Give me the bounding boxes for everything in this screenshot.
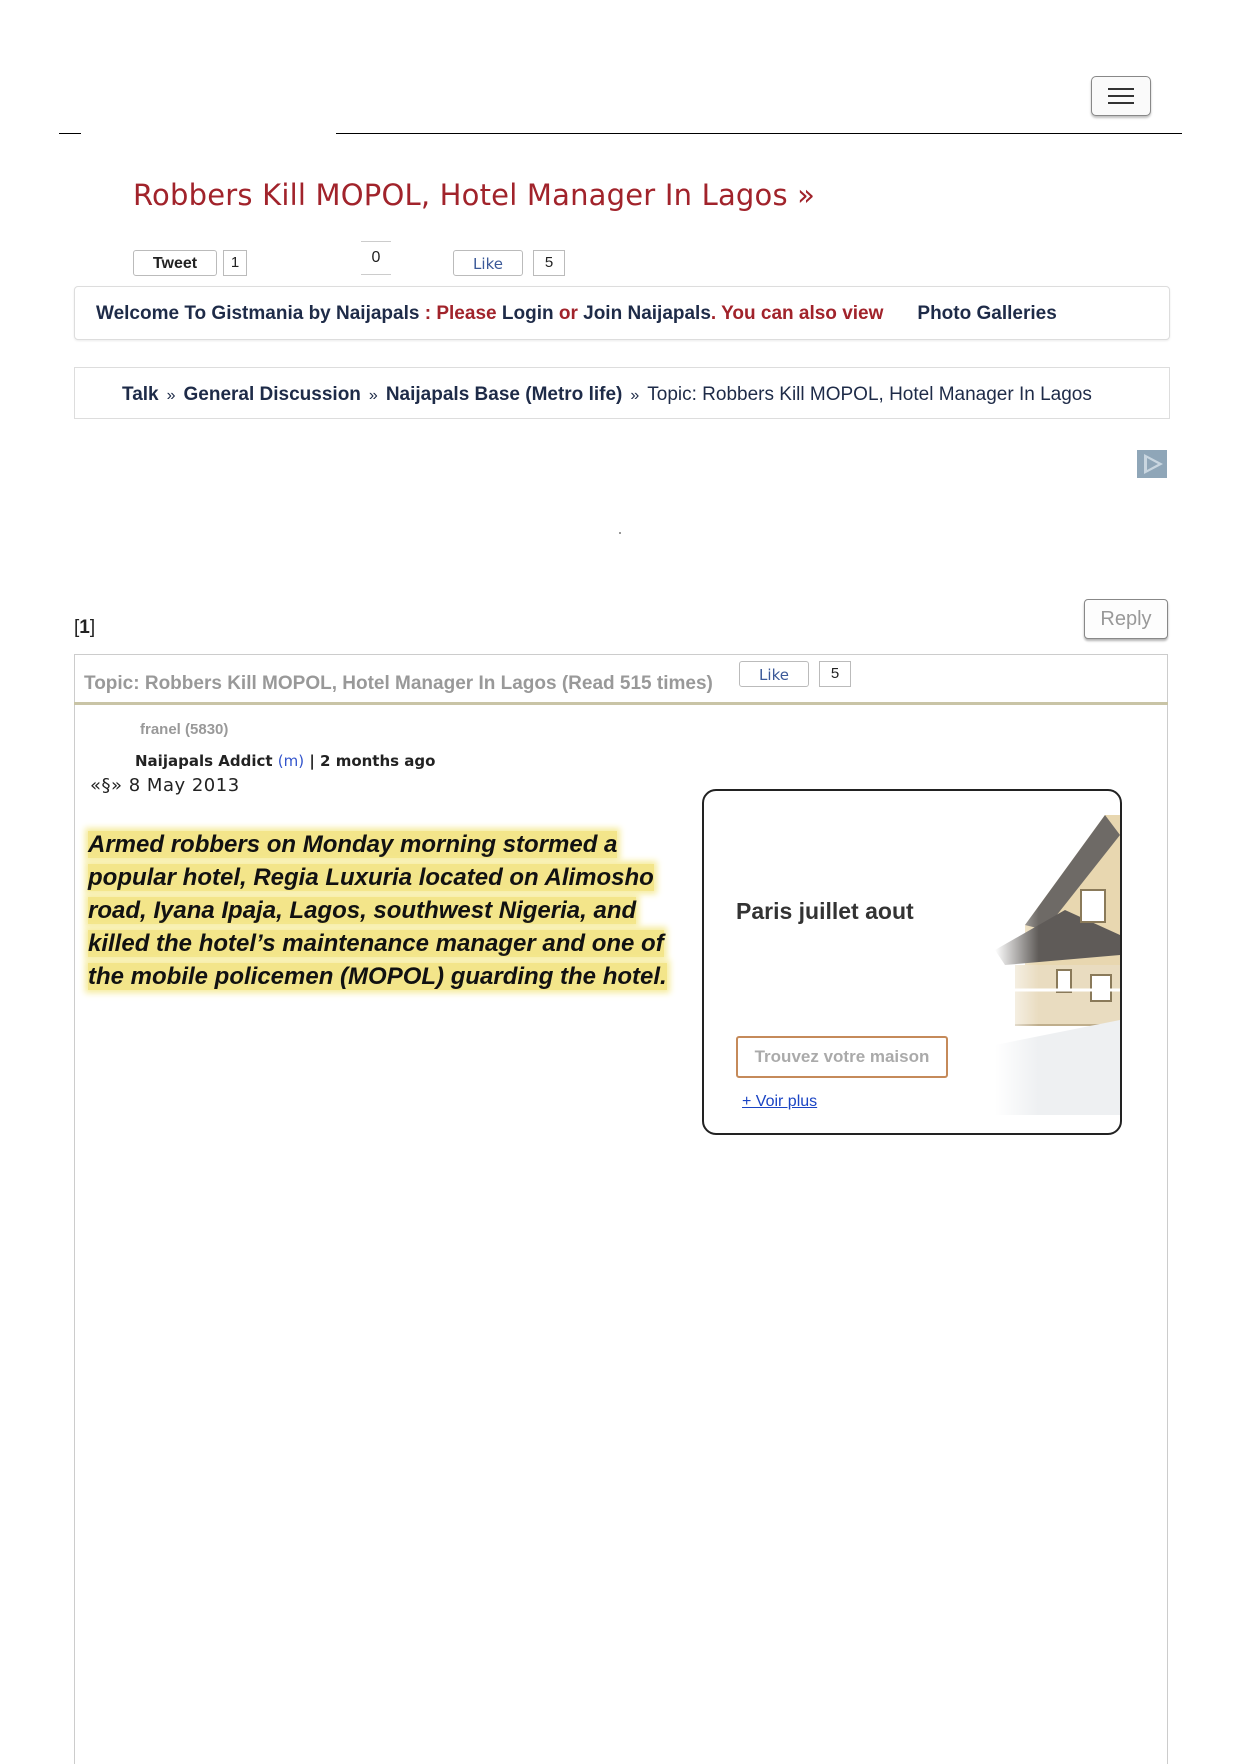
like-count: 5 (533, 250, 565, 276)
also-view-text: You can also view (721, 303, 884, 324)
house-image (995, 815, 1120, 1115)
breadcrumb-separator: » (166, 387, 176, 404)
share-count: 0 (361, 241, 391, 275)
login-link[interactable]: Login (496, 303, 559, 324)
author-rank: Naijapals Addict (135, 752, 273, 770)
post-author[interactable]: franel (5830) (140, 721, 229, 738)
breadcrumb-separator: » (368, 387, 378, 404)
hamburger-icon-bar (1108, 102, 1134, 104)
tweet-button[interactable]: Tweet (133, 250, 217, 276)
like-button[interactable]: Like (453, 250, 523, 276)
breadcrumb-naijapals-base[interactable]: Naijapals Base (Metro life) (385, 384, 623, 405)
ad-choices-icon[interactable] (1137, 450, 1167, 478)
ad-cta-button[interactable]: Trouvez votre maison (736, 1036, 948, 1078)
page-title[interactable]: Robbers Kill MOPOL, Hotel Manager In Lagos » (133, 178, 816, 212)
post-body (88, 828, 678, 993)
breadcrumb-general-discussion[interactable]: General Discussion (183, 384, 361, 405)
post-body-text: Armed robbers on Monday morning stormed a popular hotel, Regia Luxuria located on Alimosho road, Iyana Ipaja, Lagos, southwest Nigeria, and killed the hotel’s maintenance manager and one of the mobile policemen (MOPOL) guarding the hotel. (88, 831, 667, 990)
post-date: «§» 8 May 2013 (90, 775, 240, 796)
menu-button[interactable] (1091, 76, 1151, 116)
page-bracket-open: [ (74, 617, 80, 638)
breadcrumb-separator: » (630, 387, 640, 404)
post-topic-header: Topic: Robbers Kill MOPOL, Hotel Manager In Lagos (Read 515 times) (84, 673, 713, 694)
moderator-tag: (m) (277, 752, 305, 770)
ad-headline[interactable]: Paris juillet aout (736, 898, 914, 924)
welcome-message (96, 303, 1057, 325)
hamburger-icon-bar (1108, 95, 1134, 97)
page-link[interactable]: 1 (79, 617, 90, 638)
please-text: Please (436, 303, 497, 324)
welcome-dot: . (710, 303, 722, 324)
photo-galleries-link[interactable]: Photo Galleries (917, 303, 1057, 324)
post-like-count: 5 (819, 661, 851, 687)
welcome-sep: : (419, 303, 437, 324)
post-header-divider (74, 702, 1168, 705)
meta-separator: | (304, 752, 321, 770)
reply-button[interactable]: Reply (1084, 599, 1168, 639)
breadcrumb-current: Topic: Robbers Kill MOPOL, Hotel Manager In Lagos (647, 384, 1092, 405)
page-bracket-close: ] (89, 617, 96, 638)
header-divider-left (59, 133, 81, 134)
post-meta (135, 752, 435, 770)
or-text: or (558, 303, 578, 324)
join-link[interactable]: Join Naijapals (577, 303, 711, 324)
hamburger-icon-bar (1108, 88, 1134, 90)
welcome-text: Welcome To Gistmania by Naijapals (96, 303, 420, 324)
breadcrumb-talk[interactable]: Talk (122, 384, 159, 405)
separator-dot (619, 532, 621, 534)
header-divider-right (336, 133, 1182, 134)
ad-more-link[interactable]: + Voir plus (742, 1093, 818, 1110)
breadcrumb-trail (122, 384, 1092, 406)
tweet-count: 1 (223, 250, 247, 276)
pagination (74, 617, 95, 639)
post-like-button[interactable]: Like (739, 661, 809, 687)
post-time: 2 months ago (320, 752, 436, 770)
